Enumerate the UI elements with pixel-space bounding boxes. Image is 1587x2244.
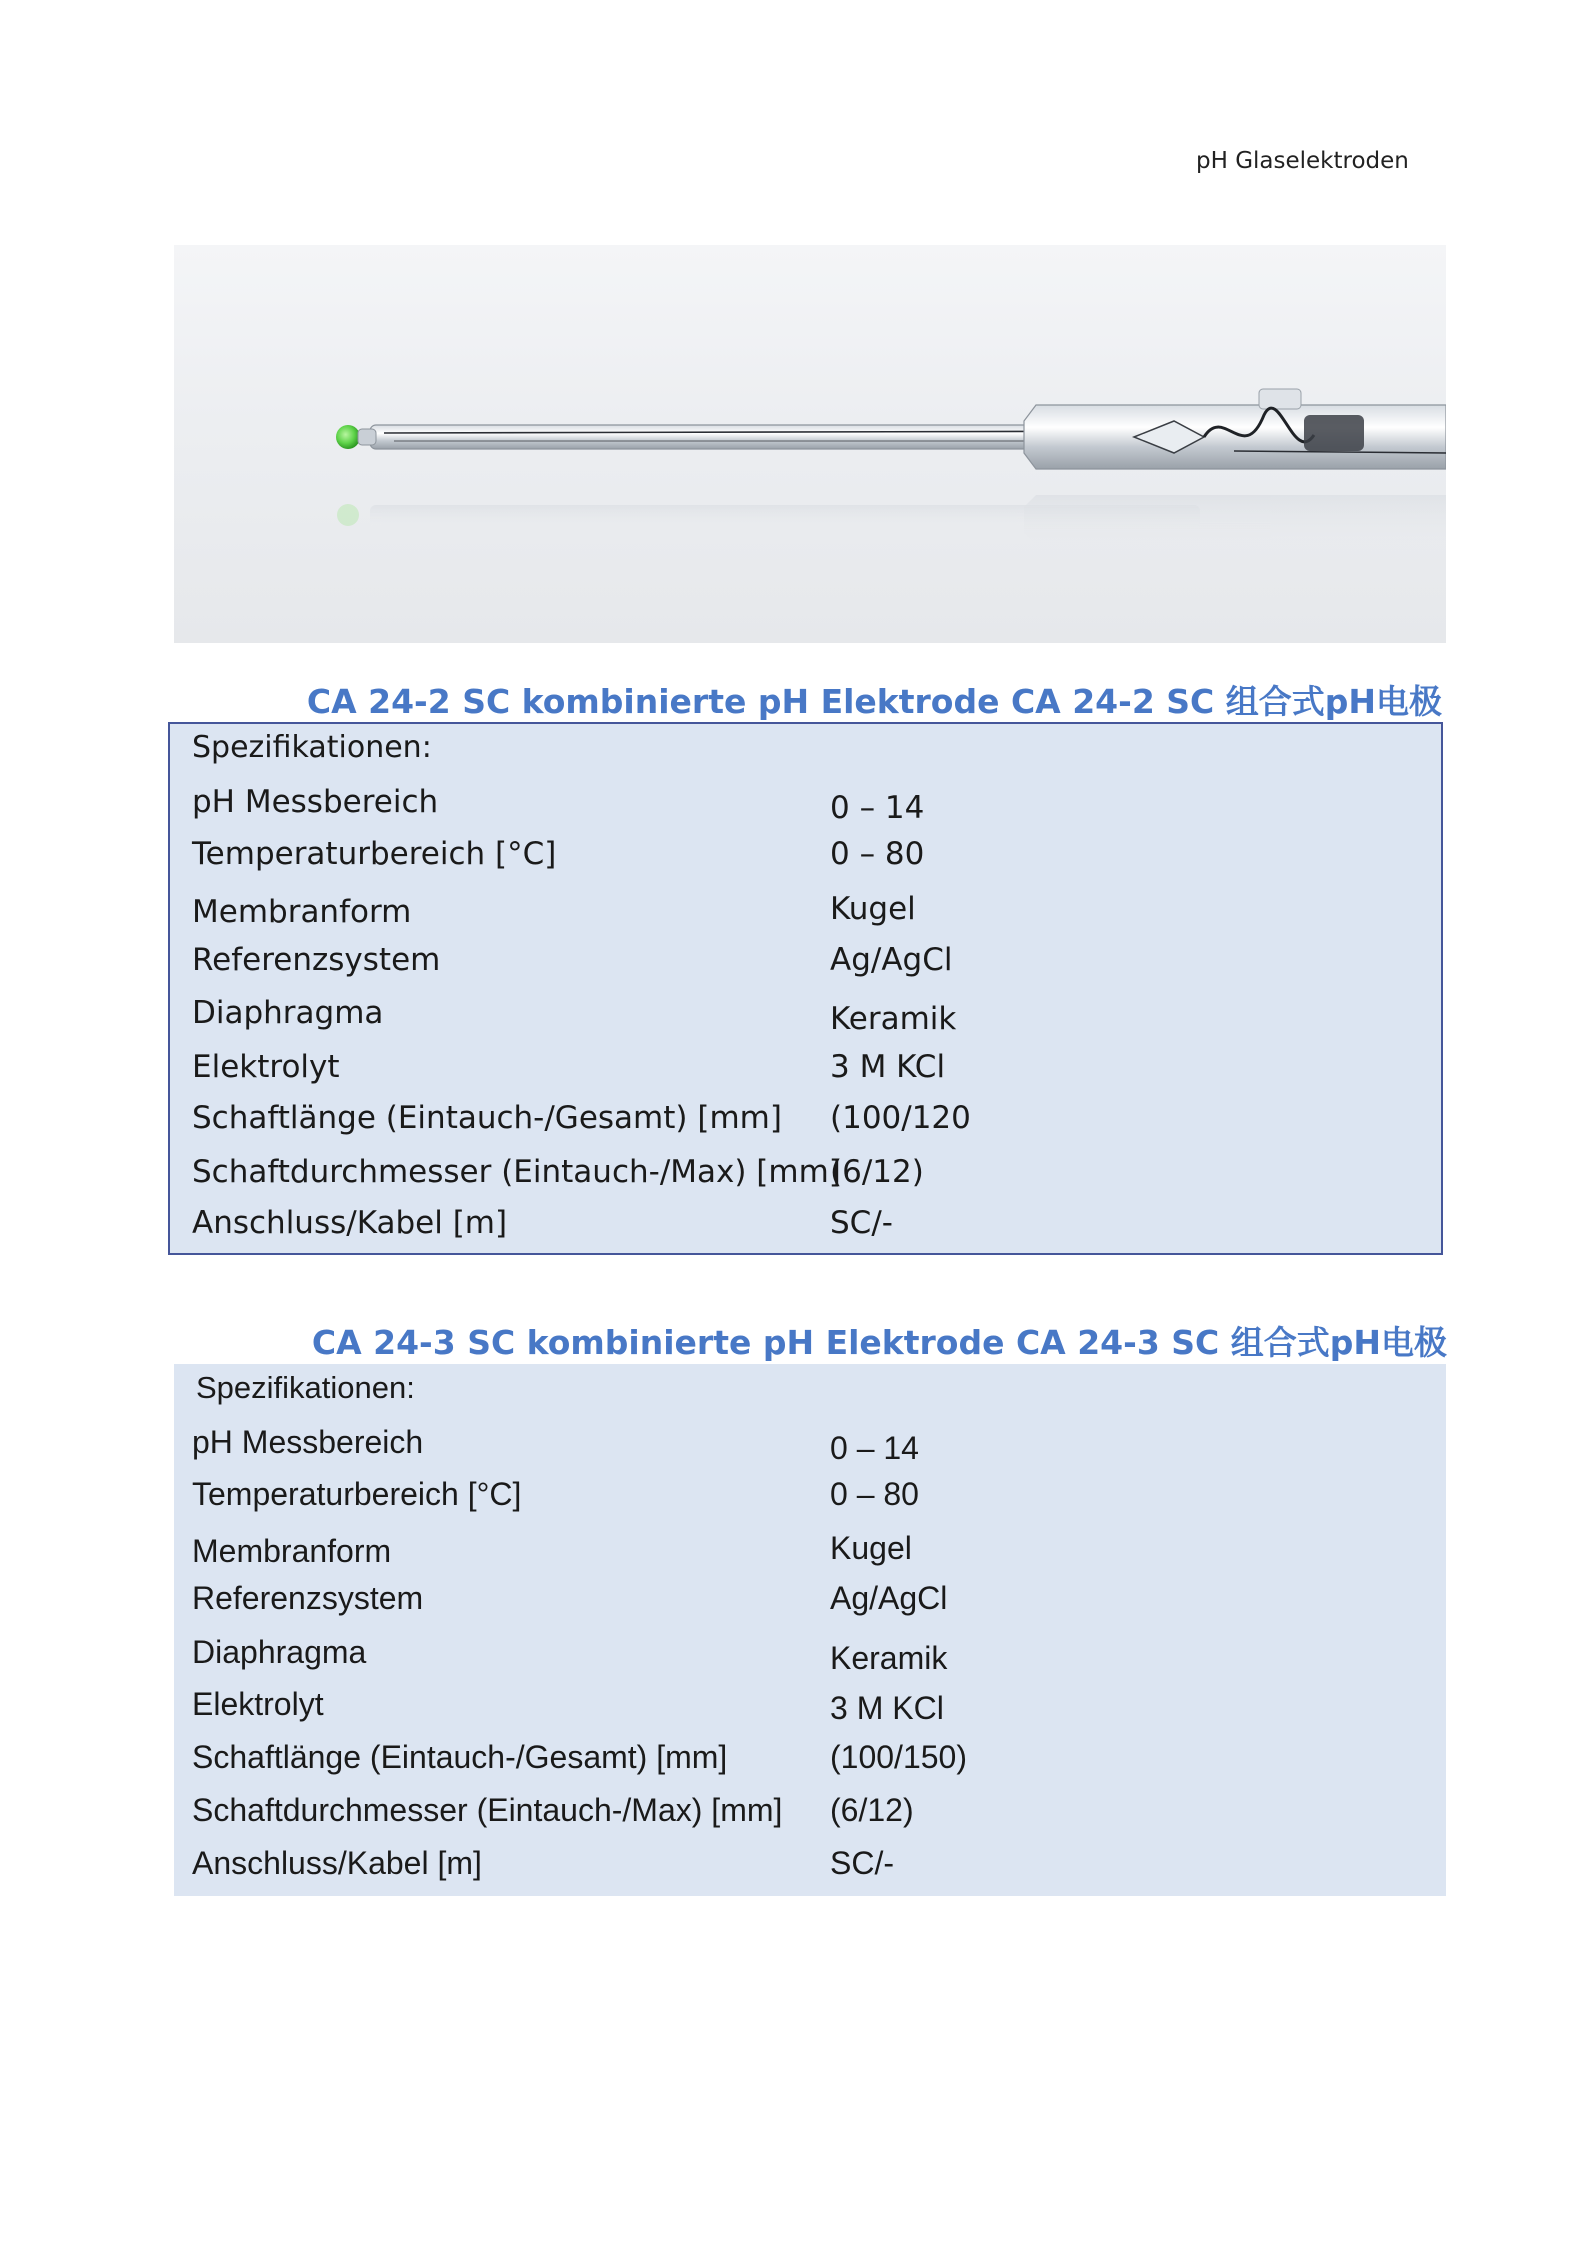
spec-label: Diaphragma [192, 995, 384, 1031]
spec-value: 0 – 14 [830, 1430, 919, 1466]
spec-label: Diaphragma [192, 1634, 367, 1670]
spec-value: Keramik [830, 1001, 957, 1037]
spec-label: pH Messbereich [192, 1424, 424, 1460]
spec-label: pH Messbereich [192, 784, 439, 820]
product-title: CA 24-2 SC kombinierte pH Elektrode CA 24-2 SC 组合式pH电极 [306, 682, 1442, 721]
spec-row [174, 1634, 1446, 1686]
spec-row [170, 891, 1441, 943]
spec-value: 0 – 80 [830, 836, 925, 872]
spec-value: (6/12) [830, 1792, 914, 1828]
spec-value: SC/- [830, 1845, 894, 1881]
spec-heading: Spezifikationen: [196, 1370, 415, 1405]
spec-label: Temperaturbereich [°C] [192, 1476, 522, 1512]
spec-label: Schaftlänge (Eintauch-/Gesamt) [mm] [192, 1739, 728, 1775]
spec-value: Kugel [830, 1530, 912, 1566]
spec-heading: Spezifikationen: [192, 730, 432, 765]
spec-row [174, 1739, 1446, 1791]
spec-label: Temperaturbereich [°C] [192, 836, 557, 872]
spec-row [170, 784, 1441, 836]
spec-row [174, 1580, 1446, 1632]
spec-label: Schaftlänge (Eintauch-/Gesamt) [mm] [192, 1100, 782, 1136]
product-title: CA 24-3 SC kombinierte pH Elektrode CA 24-3 SC 组合式pH电极 [311, 1323, 1447, 1362]
spec-table [174, 1364, 1446, 1896]
spec-value: SC/- [830, 1205, 893, 1241]
page-header-title: pH Glaselektroden [1196, 148, 1409, 174]
spec-value: Keramik [830, 1640, 948, 1676]
spec-row [174, 1686, 1446, 1738]
electrode-tip [336, 425, 360, 449]
spec-label: Membranform [192, 1533, 392, 1569]
spec-value: Ag/AgCl [830, 942, 953, 978]
spec-value: (100/150) [830, 1739, 967, 1775]
spec-row [170, 1154, 1441, 1206]
spec-row [174, 1424, 1446, 1476]
spec-row [170, 1205, 1441, 1257]
spec-value: 3 M KCl [830, 1049, 946, 1085]
spec-row [170, 942, 1441, 994]
spec-value: (100/120 [830, 1100, 971, 1136]
spec-value: Kugel [830, 891, 916, 927]
spec-value: Ag/AgCl [830, 1580, 948, 1616]
spec-label: Anschluss/Kabel [m] [192, 1205, 508, 1241]
spec-label: Elektrolyt [192, 1686, 324, 1722]
spec-label: Schaftdurchmesser (Eintauch-/Max) [mm] [192, 1154, 841, 1190]
spec-row [170, 1049, 1441, 1101]
spec-row [174, 1476, 1446, 1528]
spec-row [170, 995, 1441, 1047]
spec-label: Schaftdurchmesser (Eintauch-/Max) [mm] [192, 1792, 783, 1828]
spec-label: Elektrolyt [192, 1049, 340, 1085]
spec-label: Referenzsystem [192, 1580, 424, 1616]
spec-value: 0 – 80 [830, 1476, 919, 1512]
spec-label: Membranform [192, 894, 412, 930]
spec-row [174, 1792, 1446, 1844]
spec-value: 3 M KCl [830, 1690, 944, 1726]
spec-row [170, 1100, 1441, 1152]
spec-label: Referenzsystem [192, 942, 441, 978]
spec-value: 0 – 14 [830, 790, 925, 826]
electrode-image [174, 245, 1446, 643]
spec-row [174, 1530, 1446, 1582]
spec-row [170, 836, 1441, 888]
spec-table [168, 722, 1443, 1255]
spec-row [174, 1845, 1446, 1897]
spec-value: (6/12) [830, 1154, 924, 1190]
electrode-illustration [174, 245, 1446, 643]
spec-label: Anschluss/Kabel [m] [192, 1845, 482, 1881]
